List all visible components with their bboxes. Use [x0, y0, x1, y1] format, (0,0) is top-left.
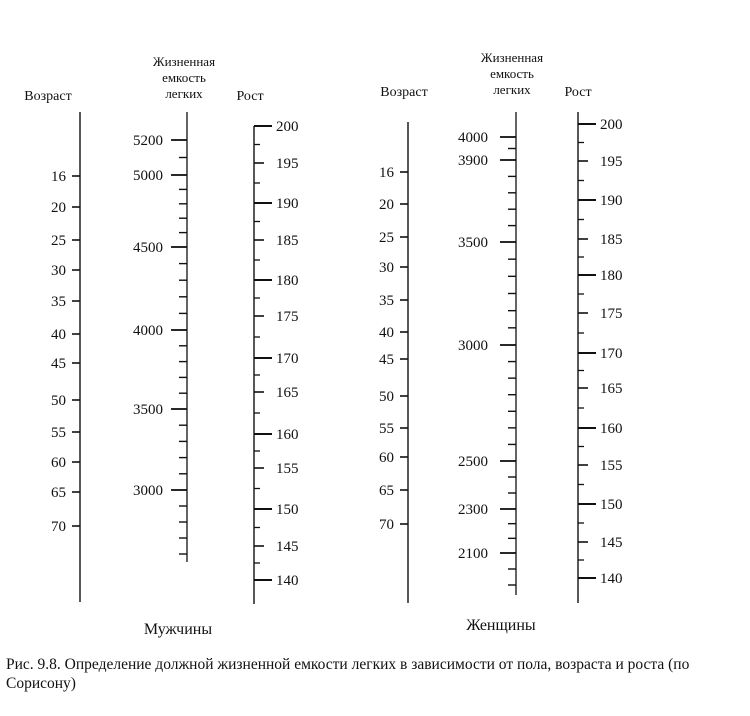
- age-tick-label: 70: [379, 517, 394, 533]
- age-tick-label: 20: [51, 200, 66, 216]
- vital-axis-title: емкость: [490, 66, 534, 81]
- height-tick-label: 155: [276, 461, 299, 477]
- height-tick-label: 185: [276, 233, 299, 249]
- panel-label: Женщины: [466, 617, 536, 634]
- height-tick-label: 160: [276, 427, 299, 443]
- vital-tick-label: 2300: [458, 502, 488, 518]
- age-tick-label: 25: [51, 233, 66, 249]
- vital-tick-label: 2100: [458, 546, 488, 562]
- age-tick-label: 20: [379, 197, 394, 213]
- age-tick-label: 50: [379, 389, 394, 405]
- age-tick-label: 35: [379, 293, 394, 309]
- vital-tick-label: 2500: [458, 454, 488, 470]
- age-tick-label: 60: [379, 450, 394, 466]
- vital-tick-label: 3000: [458, 338, 488, 354]
- height-tick-label: 160: [600, 421, 623, 437]
- age-tick-label: 45: [379, 352, 394, 368]
- height-tick-label: 180: [600, 268, 623, 284]
- height-tick-label: 170: [276, 351, 299, 367]
- height-tick-label: 190: [276, 196, 299, 212]
- vital-tick-label: 3500: [458, 235, 488, 251]
- age-tick-label: 30: [379, 260, 394, 276]
- height-tick-label: 170: [600, 346, 623, 362]
- height-tick-label: 150: [600, 497, 623, 513]
- vital-axis-title: легких: [165, 86, 203, 101]
- height-tick-label: 185: [600, 232, 623, 248]
- height-tick-label: 180: [276, 273, 299, 289]
- height-tick-label: 150: [276, 502, 299, 518]
- age-tick-label: 55: [379, 421, 394, 437]
- height-tick-label: 140: [276, 573, 299, 589]
- vital-tick-label: 3900: [458, 153, 488, 169]
- vital-tick-label: 4000: [458, 130, 488, 146]
- height-axis-title: Рост: [236, 89, 264, 104]
- height-tick-label: 165: [276, 385, 299, 401]
- height-tick-label: 175: [276, 309, 299, 325]
- height-axis-title: Рост: [564, 85, 592, 100]
- age-tick-label: 16: [51, 169, 66, 185]
- age-tick-label: 25: [379, 230, 394, 246]
- figure-caption: Рис. 9.8. Определение должной жизненной емкости легких в зависимости от пола, возраста и роста (по Сорисону): [6, 656, 690, 692]
- age-tick-label: 40: [379, 325, 394, 341]
- height-tick-label: 145: [276, 539, 299, 555]
- vital-tick-label: 3000: [133, 483, 163, 499]
- height-tick-label: 145: [600, 535, 623, 551]
- vital-axis-title: легких: [493, 82, 531, 97]
- height-tick-label: 195: [600, 154, 623, 170]
- height-tick-label: 195: [276, 156, 299, 172]
- height-tick-label: 200: [276, 119, 299, 135]
- vital-tick-label: 4500: [133, 240, 163, 256]
- vital-axis-title: Жизненная: [480, 50, 544, 65]
- age-tick-label: 50: [51, 393, 66, 409]
- height-tick-label: 175: [600, 306, 623, 322]
- age-tick-label: 40: [51, 327, 66, 343]
- age-tick-label: 65: [379, 483, 394, 499]
- vital-tick-label: 4000: [133, 323, 163, 339]
- panel-label: Мужчины: [143, 621, 213, 638]
- age-axis-title: Возраст: [24, 89, 72, 104]
- age-tick-label: 70: [51, 519, 66, 535]
- vital-tick-label: 5200: [133, 133, 163, 149]
- age-tick-label: 45: [51, 356, 66, 372]
- vital-tick-label: 3500: [133, 402, 163, 418]
- age-axis-title: Возраст: [380, 85, 428, 100]
- height-tick-label: 200: [600, 117, 623, 133]
- age-tick-label: 65: [51, 485, 66, 501]
- vital-axis-title: емкость: [162, 70, 206, 85]
- height-tick-label: 140: [600, 571, 623, 587]
- height-tick-label: 155: [600, 458, 623, 474]
- age-tick-label: 35: [51, 294, 66, 310]
- vital-axis-title: Жизненная: [152, 54, 216, 69]
- height-tick-label: 190: [600, 193, 623, 209]
- age-tick-label: 30: [51, 263, 66, 279]
- vital-tick-label: 5000: [133, 168, 163, 184]
- height-tick-label: 165: [600, 381, 623, 397]
- age-tick-label: 16: [379, 165, 394, 181]
- age-tick-label: 55: [51, 425, 66, 441]
- age-tick-label: 60: [51, 455, 66, 471]
